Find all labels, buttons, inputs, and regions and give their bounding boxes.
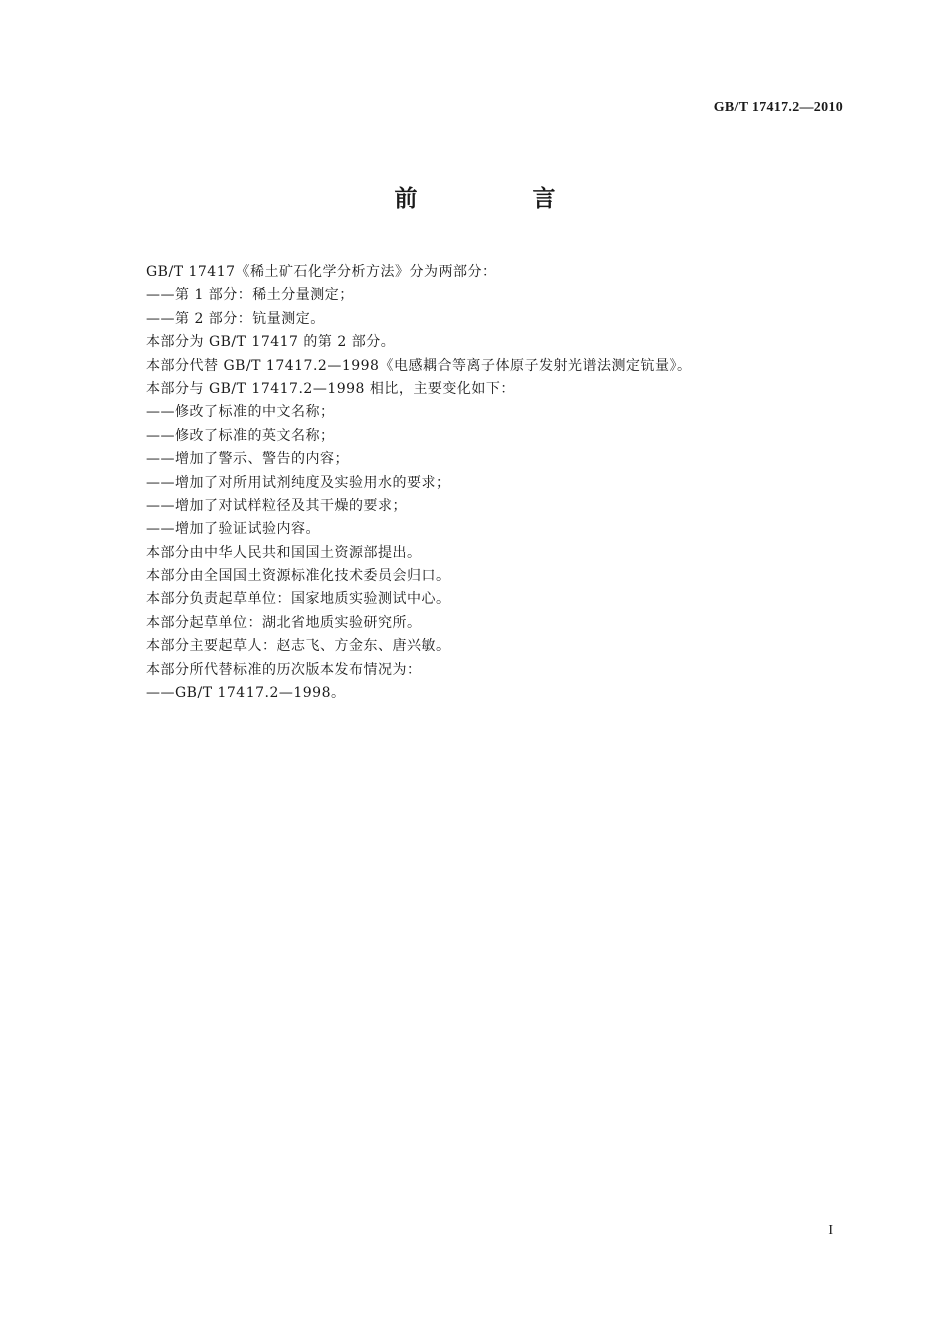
list-item: ——增加了对所用试剂纯度及实验用水的要求； — [146, 474, 451, 491]
list-item: ——第 2 部分：钪量测定。 — [146, 310, 325, 327]
text-line: 本部分由中华人民共和国国土资源部提出。 — [146, 544, 422, 561]
text-line: 本部分负责起草单位：国家地质实验测试中心。 — [146, 591, 451, 608]
list-item: ——增加了验证试验内容。 — [146, 521, 320, 538]
standard-code: GB/T 17417.2—2010 — [713, 100, 843, 115]
list-item: ——修改了标准的英文名称； — [146, 427, 335, 444]
text-line: 本部分主要起草人：赵志飞、方金东、唐兴敏。 — [146, 638, 451, 655]
list-item: ——第 1 部分：稀土分量测定； — [146, 287, 354, 304]
list-item: ——增加了警示、警告的内容； — [146, 451, 349, 468]
text-line: 本部分起草单位：湖北省地质实验研究所。 — [146, 614, 422, 631]
text-line: GB/T 17417《稀土矿石化学分析方法》分为两部分： — [146, 264, 497, 280]
text-line: 本部分为 GB/T 17417 的第 2 部分。 — [146, 334, 396, 351]
list-item: ——增加了对试样粒径及其干燥的要求； — [146, 497, 407, 514]
text-line: 本部分由全国国土资源标准化技术委员会归口。 — [146, 568, 451, 585]
page-number: I — [828, 1223, 833, 1238]
text-line: 本部分所代替标准的历次版本发布情况为： — [146, 661, 422, 678]
page-title: 前 言 — [394, 186, 602, 212]
list-item: ——修改了标准的中文名称； — [146, 404, 335, 421]
list-item: ——GB/T 17417.2—1998。 — [146, 685, 346, 702]
text-line: 本部分代替 GB/T 17417.2—1998《电感耦合等离子体原子发射光谱法测定钪量》。 — [146, 357, 692, 374]
foreword-body — [146, 261, 846, 705]
text-line: 本部分与 GB/T 17417.2—1998 相比，主要变化如下： — [146, 380, 515, 397]
